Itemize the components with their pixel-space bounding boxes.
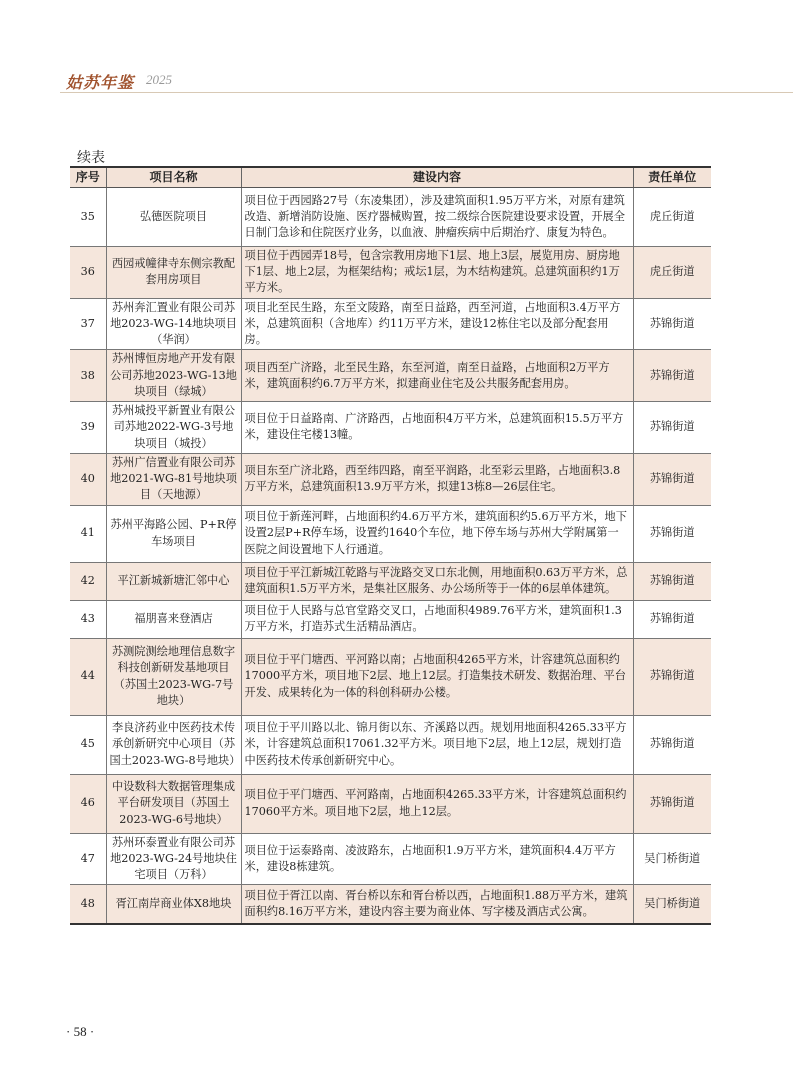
table-row [70,505,711,562]
col-header-content: 建设内容 [241,167,633,188]
cell-name: 福朋喜来登酒店 [106,600,241,638]
cell-unit: 苏锦街道 [633,774,711,833]
cell-unit: 苏锦街道 [633,600,711,638]
table-row [70,833,711,885]
page-number: · 58 · [66,1024,95,1039]
cell-content: 项目位于平门塘西、平河路南，占地面积4265.33平方米，计容建筑总面积约17060平方米。项目地下2层，地上12层。 [241,774,633,833]
cell-unit: 苏锦街道 [633,453,711,505]
project-table [70,166,711,925]
cell-no: 36 [70,247,106,299]
cell-name: 苏州城投平新置业有限公司苏地2022-WG-3号地块项目（城投） [106,402,241,454]
table-row [70,188,711,247]
cell-name: 苏州奔汇置业有限公司苏地2023-WG-14地块项目（华润） [106,298,241,350]
cell-name: 苏测院测绘地理信息数字科技创新研发基地项目（苏国土2023-WG-7号地块） [106,638,241,715]
cell-name: 苏州平海路公园、P+R停车场项目 [106,505,241,562]
cell-no: 37 [70,298,106,350]
table-row [70,715,711,774]
cell-no: 35 [70,188,106,247]
table-row [70,350,711,402]
table-row [70,402,711,454]
cell-name: 中设数科大数据管理集成平台研发项目（苏国土2023-WG-6号地块） [106,774,241,833]
table-row [70,247,711,299]
cell-no: 38 [70,350,106,402]
cell-content: 项目位于平江新城江乾路与平泷路交叉口东北侧，用地面积0.63万平方米，总建筑面积1.5万平方米，是集社区服务、办公场所等于一体的6层单体建筑。 [241,562,633,600]
col-header-name: 项目名称 [106,167,241,188]
cell-name: 苏州广信置业有限公司苏地2021-WG-81号地块项目（天地源） [106,453,241,505]
cell-content: 项目位于新莲河畔，占地面积约4.6万平方米，建筑面积约5.6万平方米，地下设置2层P+R停车场，设置约1640个车位，地下停车场与苏州大学附属第一医院之间设置地下人行通道。 [241,505,633,562]
cell-no: 39 [70,402,106,454]
cell-content: 项目位于人民路与总官堂路交叉口，占地面积4989.76平方米，建筑面积1.3万平方米，打造苏式生活精品酒店。 [241,600,633,638]
cell-unit: 苏锦街道 [633,350,711,402]
yearbook-year: 2025 [146,72,172,87]
cell-name: 胥江南岸商业体X8地块 [106,885,241,924]
cell-unit: 吴门桥街道 [633,833,711,885]
cell-name: 西园戒幢律寺东侧宗教配套用房项目 [106,247,241,299]
cell-name: 平江新城新塘汇邻中心 [106,562,241,600]
cell-unit: 苏锦街道 [633,505,711,562]
continued-label: 续表 [77,150,105,166]
col-header-unit: 责任单位 [633,167,711,188]
cell-no: 41 [70,505,106,562]
cell-content: 项目位于西园弄18号，包含宗教用房地下1层、地上3层，展览用房、厨房地下1层、地上2层，为框架结构；戒坛1层，为木结构建筑。总建筑面积约1万平方米。 [241,247,633,299]
cell-no: 43 [70,600,106,638]
table-row [70,298,711,350]
cell-unit: 苏锦街道 [633,298,711,350]
cell-no: 48 [70,885,106,924]
cell-unit: 吴门桥街道 [633,885,711,924]
cell-unit: 虎丘街道 [633,247,711,299]
table-row [70,885,711,924]
cell-no: 40 [70,453,106,505]
cell-name: 苏州博恒房地产开发有限公司苏地2023-WG-13地块项目（绿城） [106,350,241,402]
cell-content: 项目位于平门塘西、平河路以南；占地面积4265平方米，计容建筑总面积约17000平方米，项目地下2层、地上12层。打造集技术研发、数据治理、平台开发、成果转化为一体的科创科研办公楼。 [241,638,633,715]
cell-no: 45 [70,715,106,774]
cell-unit: 苏锦街道 [633,638,711,715]
cell-no: 42 [70,562,106,600]
cell-content: 项目西至广济路，北至民生路，东至河道，南至日益路，占地面积2万平方米，建筑面积约6.7万平方米，拟建商业住宅及公共服务配套用房。 [241,350,633,402]
cell-name: 苏州环泰置业有限公司苏地2023-WG-24号地块住宅项目（万科） [106,833,241,885]
cell-content: 项目东至广济北路，西至纬四路，南至平润路，北至彩云里路，占地面积3.8万平方米，总建筑面积13.9万平方米，拟建13栋8—26层住宅。 [241,453,633,505]
cell-no: 46 [70,774,106,833]
cell-unit: 虎丘街道 [633,188,711,247]
cell-content: 项目位于日益路南、广济路西，占地面积4万平方米，总建筑面积15.5万平方米，建设住宅楼13幢。 [241,402,633,454]
cell-unit: 苏锦街道 [633,715,711,774]
table-header-row [70,167,711,188]
cell-content: 项目位于胥江以南、胥台桥以东和胥台桥以西，占地面积1.88万平方米，建筑面积约8.16万平方米，建设内容主要为商业体、写字楼及酒店式公寓。 [241,885,633,924]
table-row [70,638,711,715]
cell-content: 项目位于运泰路南、凌波路东，占地面积1.9万平方米，建筑面积4.4万平方米，建设8栋建筑。 [241,833,633,885]
col-header-no: 序号 [70,167,106,188]
cell-name: 弘德医院项目 [106,188,241,247]
yearbook-brand: 姑苏年鉴 [66,73,135,92]
table-row [70,600,711,638]
cell-content: 项目位于平川路以北、锦月街以东、齐溪路以西。规划用地面积4265.33平方米，计容建筑总面积17061.32平方米。项目地下2层，地上12层，规划打造中医药技术传承创新研究中心。 [241,715,633,774]
cell-unit: 苏锦街道 [633,402,711,454]
cell-unit: 苏锦街道 [633,562,711,600]
cell-content: 项目北至民生路，东至文陵路，南至日益路，西至河道，占地面积3.4万平方米，总建筑面积（含地库）约11万平方米，建设12栋住宅以及部分配套用房。 [241,298,633,350]
running-header [66,70,793,90]
cell-name: 李良济药业中医药技术传承创新研究中心项目（苏国土2023-WG-8号地块） [106,715,241,774]
table-row [70,453,711,505]
table-row [70,562,711,600]
cell-content: 项目位于西园路27号（东凌集团），涉及建筑面积1.95万平方米，对原有建筑改造、新增消防设施、医疗器械购置，按二级综合医院建设要求设置，开展全日制门急诊和住院医疗业务，以血液、肿瘤疾病中后期治疗、康复为特色。 [241,188,633,247]
cell-no: 44 [70,638,106,715]
header-rule [60,92,793,93]
cell-no: 47 [70,833,106,885]
table-row [70,774,711,833]
